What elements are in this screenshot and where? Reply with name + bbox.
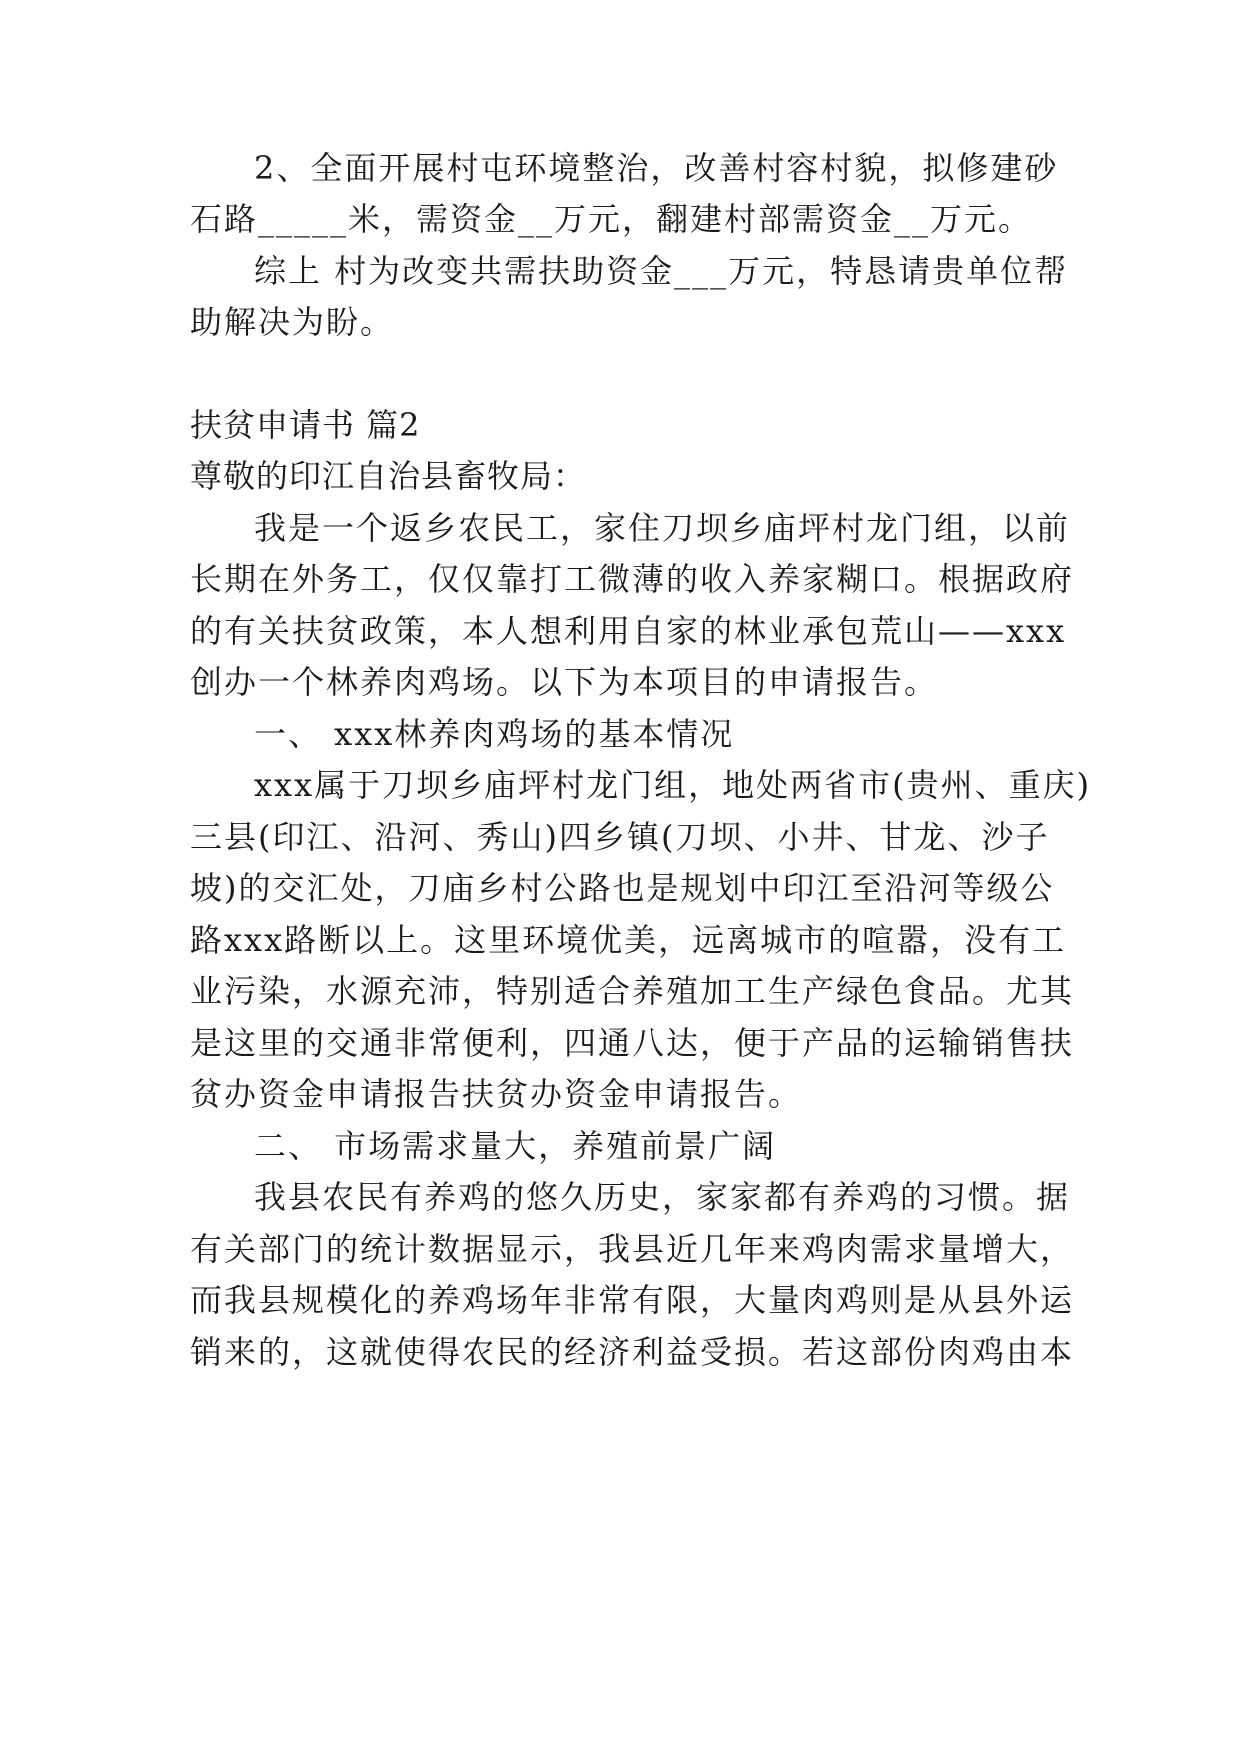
intro-line-3: 的有关扶贫政策，本人想利用自家的林业承包荒山——xxx xyxy=(190,612,1067,650)
item2-line-1: 2、全面开展村屯环境整治，改善村容村貌，拟修建砂 xyxy=(254,149,1059,187)
para2-line-4: 销来的，这就使得农民的经济利益受损。若这部份肉鸡由本 xyxy=(190,1333,1075,1371)
summary-line-1: 综上 村为改变共需扶助资金___万元，特恳请贵单位帮 xyxy=(254,252,1069,290)
para2-line-3: 而我县规模化的养鸡场年非常有限，大量肉鸡则是从县外运 xyxy=(190,1281,1075,1319)
para1-line-5: 业污染，水源充沛，特别适合养殖加工生产绿色食品。尤其 xyxy=(190,972,1075,1010)
section-title: 扶贫申请书 篇2 xyxy=(190,406,421,444)
intro-line-1: 我是一个返乡农民工，家住刀坝乡庙坪村龙门组，以前 xyxy=(254,509,1071,547)
intro-line-2: 长期在外务工，仅仅靠打工微薄的收入养家糊口。根据政府 xyxy=(190,560,1075,598)
para1-line-1: xxx属于刀坝乡庙坪村龙门组，地处两省市(贵州、重庆) xyxy=(254,766,1092,804)
item2-line-2: 石路_____米，需资金__万元，翻建村部需资金__万元。 xyxy=(190,200,1033,238)
summary-line-2: 助解决为盼。 xyxy=(190,303,395,341)
para1-line-2: 三县(印江、沿河、秀山)四乡镇(刀坝、小井、甘龙、沙子 xyxy=(190,818,1050,856)
para2-line-1: 我县农民有养鸡的悠久历史，家家都有养鸡的习惯。据 xyxy=(254,1178,1071,1216)
heading-basic-situation: 一、 xxx林养肉鸡场的基本情况 xyxy=(254,715,735,753)
heading-market-demand: 二、 市场需求量大，养殖前景广阔 xyxy=(254,1127,777,1165)
salutation: 尊敬的印江自治县畜牧局： xyxy=(190,457,587,495)
para1-line-7: 贫办资金申请报告扶贫办资金申请报告。 xyxy=(190,1075,803,1113)
para1-line-6: 是这里的交通非常便利，四通八达，便于产品的运输销售扶 xyxy=(190,1024,1075,1062)
para2-line-2: 有关部门的统计数据显示，我县近几年来鸡肉需求量增大， xyxy=(190,1230,1075,1268)
intro-line-4: 创办一个林养肉鸡场。以下为本项目的申请报告。 xyxy=(190,663,939,701)
para1-line-4: 路xxx路断以上。这里环境优美，远离城市的喧嚣，没有工 xyxy=(190,921,1067,959)
para1-line-3: 坡)的交汇处，刀庙乡村公路也是规划中印江至沿河等级公 xyxy=(190,869,1055,907)
